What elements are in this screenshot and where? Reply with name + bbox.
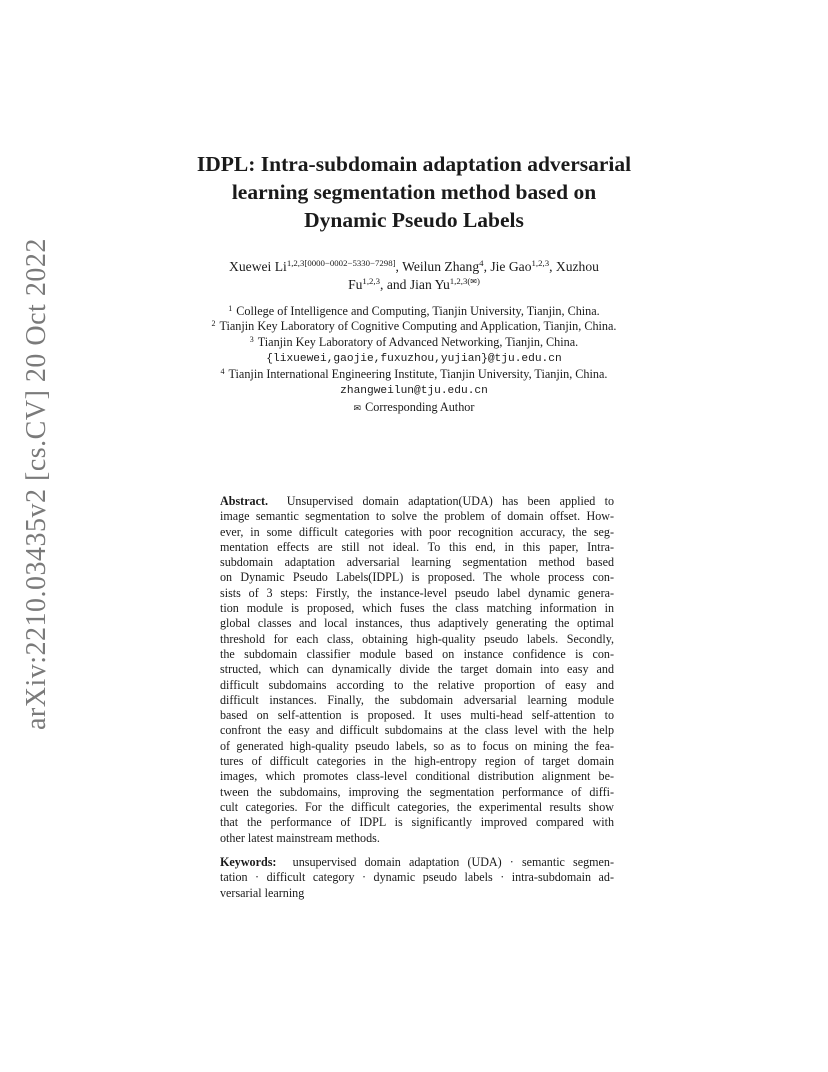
keywords-line: tation · difficult category · dynamic pseudo labels · intra-subdomain ad- bbox=[220, 870, 614, 885]
abstract-line: difficult instances. Finally, the subdomain adversarial learning module bbox=[220, 692, 614, 707]
title-line: learning segmentation method based on bbox=[231, 180, 597, 204]
corresponding-author-note: ✉ Corresponding Author bbox=[353, 399, 475, 414]
author-affiliation-marker: 1,2,3 bbox=[362, 276, 381, 286]
author-name: Fu bbox=[348, 277, 363, 292]
abstract-line: tion module is proposed, which fuses the class matching information in bbox=[220, 601, 614, 616]
email-line bbox=[140, 382, 688, 399]
keywords-line: versarial learning bbox=[220, 885, 305, 900]
affiliation-4: $^4$ Tianjin International Engineering Institute, Tianjin University, Tianjin, China. bbox=[220, 367, 608, 382]
abstract-line: on Dynamic Pseudo Labels(IDPL) is proposed. The whole process con- bbox=[220, 570, 614, 585]
abstract-line: tures of difficult categories in the high-entropy region of target domain bbox=[220, 754, 614, 769]
abstract-line: sists of 3 steps: Firstly, the instance-level pseudo label dynamic genera- bbox=[220, 585, 614, 600]
abstract-line: difficult subdomains according to the relative proportion of easy and bbox=[220, 677, 614, 692]
abstract-line: subdomain adaptation adversarial learning segmentation method based bbox=[220, 555, 614, 570]
abstract-line: of generated high-quality pseudo labels, so as to focus on mining the fea- bbox=[220, 738, 614, 753]
abstract-line: the subdomain classifier module based on instance confidence is con- bbox=[220, 646, 614, 661]
author-affiliation-marker: 1,2,3(✉) bbox=[449, 276, 480, 286]
author-line: Fu$^{1,2,3}$, and Jian $Yu^{1,2,3(✉)}$ bbox=[348, 276, 480, 292]
author-conjunction: and bbox=[386, 277, 407, 292]
abstract-line: cult categories. For the difficult categories, the experimental results show bbox=[220, 799, 614, 814]
affiliation-3: $^3$ Tianjin Key Laboratory of Advanced Networking, Tianjin, China. bbox=[249, 334, 579, 349]
affiliation-2: $^2$ Tianjin Key Laboratory of Cognitive Computing and Application, Tianjin, China. bbox=[211, 319, 617, 334]
paper-title bbox=[150, 150, 678, 234]
abstract-line: threshold for each class, obtaining high-quality pseudo labels. Secondly, bbox=[220, 631, 614, 646]
author-name: Xuewei Li bbox=[229, 259, 287, 274]
keywords-line: Keywords: unsupervised domain adaptation (UDA) · semantic segmen- bbox=[220, 855, 615, 869]
author-name: Xuzhou bbox=[555, 259, 599, 274]
abstract-line: ever, in some difficult categories with poor recognition accuracy, the seg- bbox=[220, 524, 614, 539]
arxiv-side-stamp bbox=[20, 238, 54, 730]
email-address[interactable]: zhangweilun@tju.edu.cn bbox=[340, 385, 488, 398]
email-address[interactable]: {lixuewei,gaojie,fuxuzhou,yujian}@tju.edu.cn bbox=[266, 352, 562, 365]
abstract-line: confront the easy and difficult subdomains at the class level with the help bbox=[220, 723, 614, 738]
email-line bbox=[140, 350, 688, 367]
abstract-line: other latest mainstream methods. bbox=[220, 830, 380, 845]
title-line: Dynamic Pseudo Labels bbox=[304, 208, 524, 232]
arxiv-identifier: arXiv:2210.03435v2 [cs.CV] 20 Oct 2022 bbox=[21, 238, 52, 730]
abstract-line: that the performance of IDPL is significantly improved compared with bbox=[220, 815, 614, 830]
author-name: Jian Yu bbox=[409, 277, 450, 292]
abstract-line: mentation effects are still not ideal. To this end, in this paper, Intra- bbox=[220, 539, 614, 554]
author-affiliation-marker: 1,2,3 bbox=[531, 258, 550, 268]
abstract-line: images, which promotes class-level conditional distribution alignment be- bbox=[220, 769, 614, 784]
keywords-label: Keywords: bbox=[220, 855, 277, 869]
author-affiliation-marker: 1,2,3[0000−0002−5330−7298] bbox=[286, 258, 396, 268]
abstract-line: structed, which can dynamically divide the target domain into easy and bbox=[220, 662, 614, 677]
affiliation-list bbox=[140, 304, 688, 417]
abstract-line: global classes and local instances, thus adaptively generating the optimal bbox=[220, 616, 614, 631]
abstract-label: Abstract. bbox=[220, 494, 269, 508]
abstract-line: Abstract. Unsupervised domain adaptation(UDA) has been applied to bbox=[220, 494, 614, 508]
author-name: Jie Gao bbox=[490, 259, 532, 274]
envelope-icon: ✉ bbox=[353, 403, 362, 414]
abstract-line: tween the subdomains, improving the segmentation performance of diffi- bbox=[220, 784, 614, 799]
title-line: IDPL: Intra-subdomain adaptation adversarial bbox=[196, 152, 632, 176]
affiliation-1: $^1$ College of Intelligence and Computing, Tianjin University, Tianjin, China. bbox=[228, 304, 600, 318]
envelope-icon: ✉ bbox=[470, 277, 477, 286]
keywords-section bbox=[220, 855, 614, 901]
author-affiliation-marker: 4 bbox=[479, 258, 484, 268]
author-line: Xuewei $Li^{1,2,3[0000-0002-5330-7298]}$, Weilun Zhang$^4$, Jie Gao$^{1,2,3}$, Xuzhou bbox=[229, 258, 599, 274]
abstract-section bbox=[220, 494, 614, 846]
author-name: Weilun Zhang bbox=[402, 259, 480, 274]
abstract-line: image semantic segmentation to solve the problem of domain offset. How- bbox=[220, 509, 614, 524]
abstract-line: based on self-attention is proposed. It uses multi-head self-attention to bbox=[220, 708, 614, 723]
author-list bbox=[170, 258, 658, 294]
